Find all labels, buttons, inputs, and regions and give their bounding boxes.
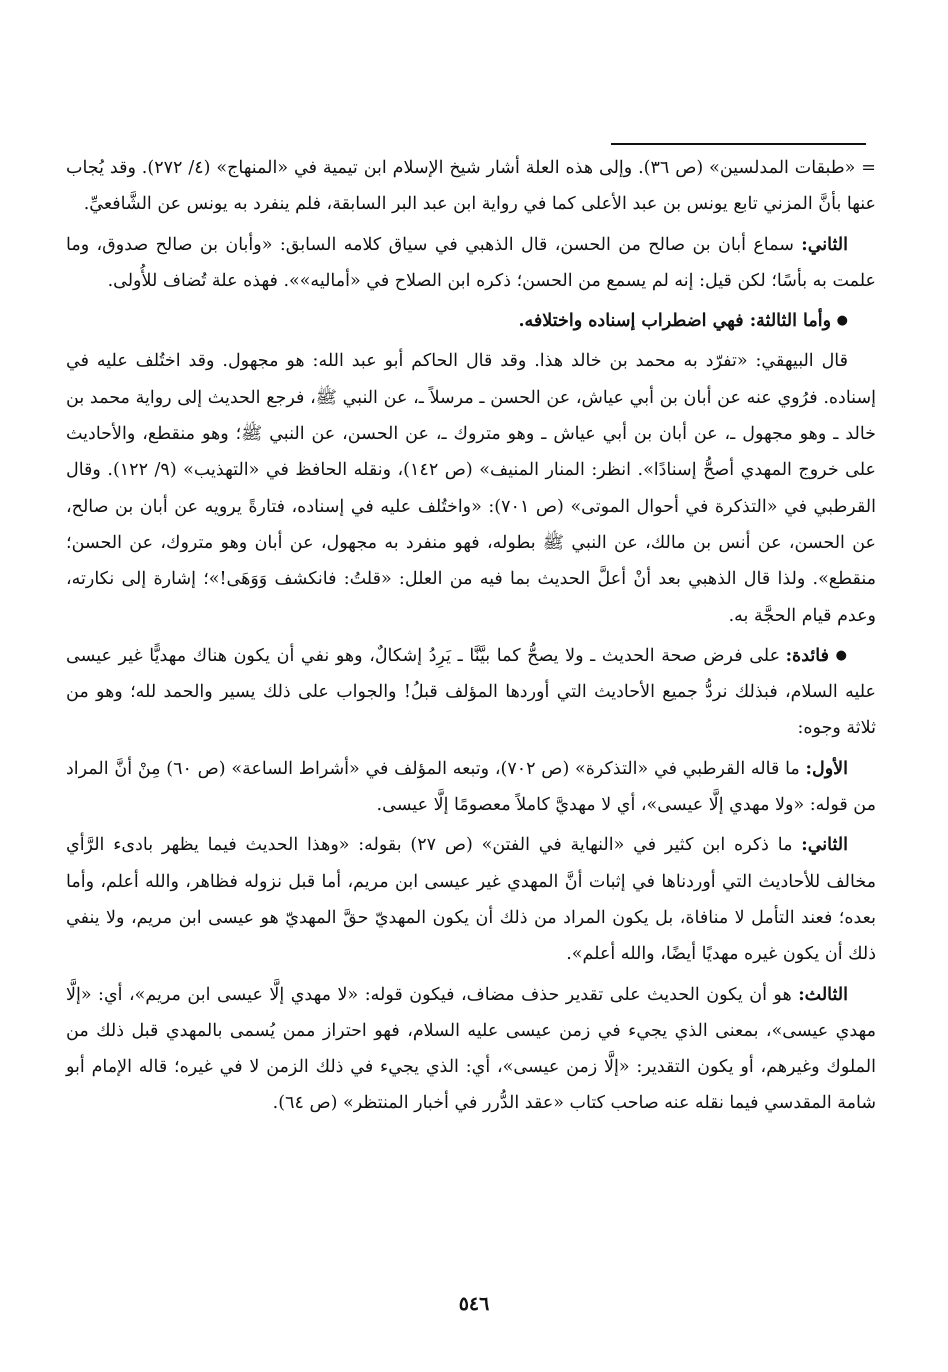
footnote-paragraph bbox=[66, 977, 876, 1122]
paragraph-text: ما ذكره ابن كثير في «النهاية في الفتن» (ص ٢٧) بقوله: «وهذا الحديث فيما يظهر بادىء الرَّأي مخالف للأحاديث التي أوردناها في إثبات أنَّ المهدي غير عيسى ابن مريم، أما قبل نزوله فظاهر، والله أعلم، وأما بعده؛ فعند التأمل لا منافاة، بل يكون المراد من ذلك أن يكون المهديّ حقَّ المهديّ هو عيسى ابن مريم، ولا ينفي ذلك أن يكون غيره مهديًا أيضًا، والله أعلم». bbox=[66, 835, 876, 965]
page-number: ٥٤٦ bbox=[458, 1293, 490, 1315]
footnote-separator-line bbox=[611, 143, 866, 145]
bullet-icon: ● bbox=[835, 647, 848, 663]
paragraph-text: هو أن يكون الحديث على تقدير حذف مضاف، فيكون قوله: «لا مهدي إلَّا عيسى ابن مريم»، أي: «إلَّا مهدي عيسى»، بمعنى الذي يجيء في زمن عيسى عليه السلام، فهو احتراز ممن يُسمى بالمهدي قبل ذلك من الملوك وغيرهم، أو يكون التقدير: «إلَّا زمن عيسى»، أي: الذي يجيء في ذلك الزمن لا في غيره؛ قاله الإمام أبو شامة المقدسي فيما نقله عنه صاحب كتاب «عقد الدُّرر في أخبار المنتظر» (ص ٦٤). bbox=[66, 984, 876, 1114]
footnote-text-block bbox=[66, 150, 876, 1126]
paragraph-lead: الثاني: bbox=[801, 835, 848, 856]
paragraph-text: قال البيهقي: «تفرّد به محمد بن خالد هذا. وقد قال الحاكم أبو عبد الله: هو مجهول. وقد اختُلف عليه في إسناده. فرُوي عنه عن أبان بن أبي عياش، عن الحسن ـ مرسلاً ـ، عن النبي ﷺ، فرجع الحديث إلى رواية محمد بن خالد ـ وهو مجهول ـ، عن أبان بن أبي عياش ـ وهو متروك ـ، عن الحسن، عن النبي ﷺ؛ وهو منقطع، والأحاديث على خروج المهدي أصحُّ إسنادًا». انظر: المنار المنيف» (ص ١٤٢)، ونقله الحافظ في «التهذيب» (٩/ ١٢٢). وقال القرطبي في «التذكرة في أحوال الموتى» (ص ٧٠١): «واختُلف عليه في إسناده، فتارةً يرويه عن أبان بن صالح، عن الحسن، عن أنس بن مالك، عن النبي ﷺ بطوله، فهو منفرد به مجهول، عن أبان وهو متروك، عن الحسن؛ منقطع». ولذا قال الذهبي بعد أنْ أعلَّ الحديث بما فيه من العلل: «قلتُ: فانكشف وَوَهَى!»؛ إشارة إلى نكارته، وعدم قيام الحجَّة به. bbox=[66, 351, 876, 626]
footnote-paragraph bbox=[66, 751, 876, 824]
footnote-paragraph bbox=[66, 638, 876, 747]
paragraph-text: على فرض صحة الحديث ـ ولا يصحُّ كما بيَّنَّا ـ يَرِدُ إشكالٌ، وهو نفي أن يكون هناك مهديًّا غير عيسى عليه السلام، فبذلك نردُّ جميع الأحاديث التي أوردها المؤلف قبلُ! والجواب على ذلك يسير والحمد لله؛ وهو من ثلاثة وجوه: bbox=[66, 645, 876, 739]
paragraph-lead: الثالث: bbox=[798, 984, 848, 1005]
footnote-paragraph bbox=[66, 827, 876, 972]
paragraph-lead: الثاني: bbox=[801, 234, 848, 255]
footnote-paragraph bbox=[66, 227, 876, 300]
bullet-icon: ● bbox=[836, 313, 848, 329]
paragraph-text: ما قاله القرطبي في «التذكرة» (ص ٧٠٢)، وتبعه المؤلف في «أشراط الساعة» (ص ٦٠) مِنْ أنَّ المراد من قوله: «ولا مهدي إلَّا عيسى»، أي لا مهديَّ كاملاً معصومًا إلَّا عيسى. bbox=[66, 758, 876, 816]
paragraph-text: = «طبقات المدلسين» (ص ٣٦). وإلى هذه العلة أشار شيخ الإسلام ابن تيمية في «المنهاج» (٤/ ٢٧٢). وقد يُجاب عنها بأنَّ المزني تابع يونس بن عبد الأعلى كما في رواية ابن عبد البر السابقة، فلم ينفرد به يونس عن الشَّافعيِّ. bbox=[66, 158, 876, 215]
footnote-paragraph bbox=[66, 343, 876, 633]
footnote-paragraph bbox=[66, 303, 876, 339]
paragraph-lead: فائدة: bbox=[785, 645, 829, 666]
paragraph-lead: وأما الثالثة: فهي اضطراب إسناده واختلافه. bbox=[518, 311, 832, 332]
paragraph-lead: الأول: bbox=[805, 758, 848, 779]
footnote-paragraph bbox=[66, 150, 876, 223]
paragraph-text: سماع أبان بن صالح من الحسن، قال الذهبي في سياق كلامه السابق: «وأبان بن صالح صدوق، وما علمت به بأسًا؛ لكن قيل: إنه لم يسمع من الحسن؛ ذكره ابن الصلاح في «أماليه»». فهذه علة تُضاف للأُولى. bbox=[66, 234, 876, 291]
